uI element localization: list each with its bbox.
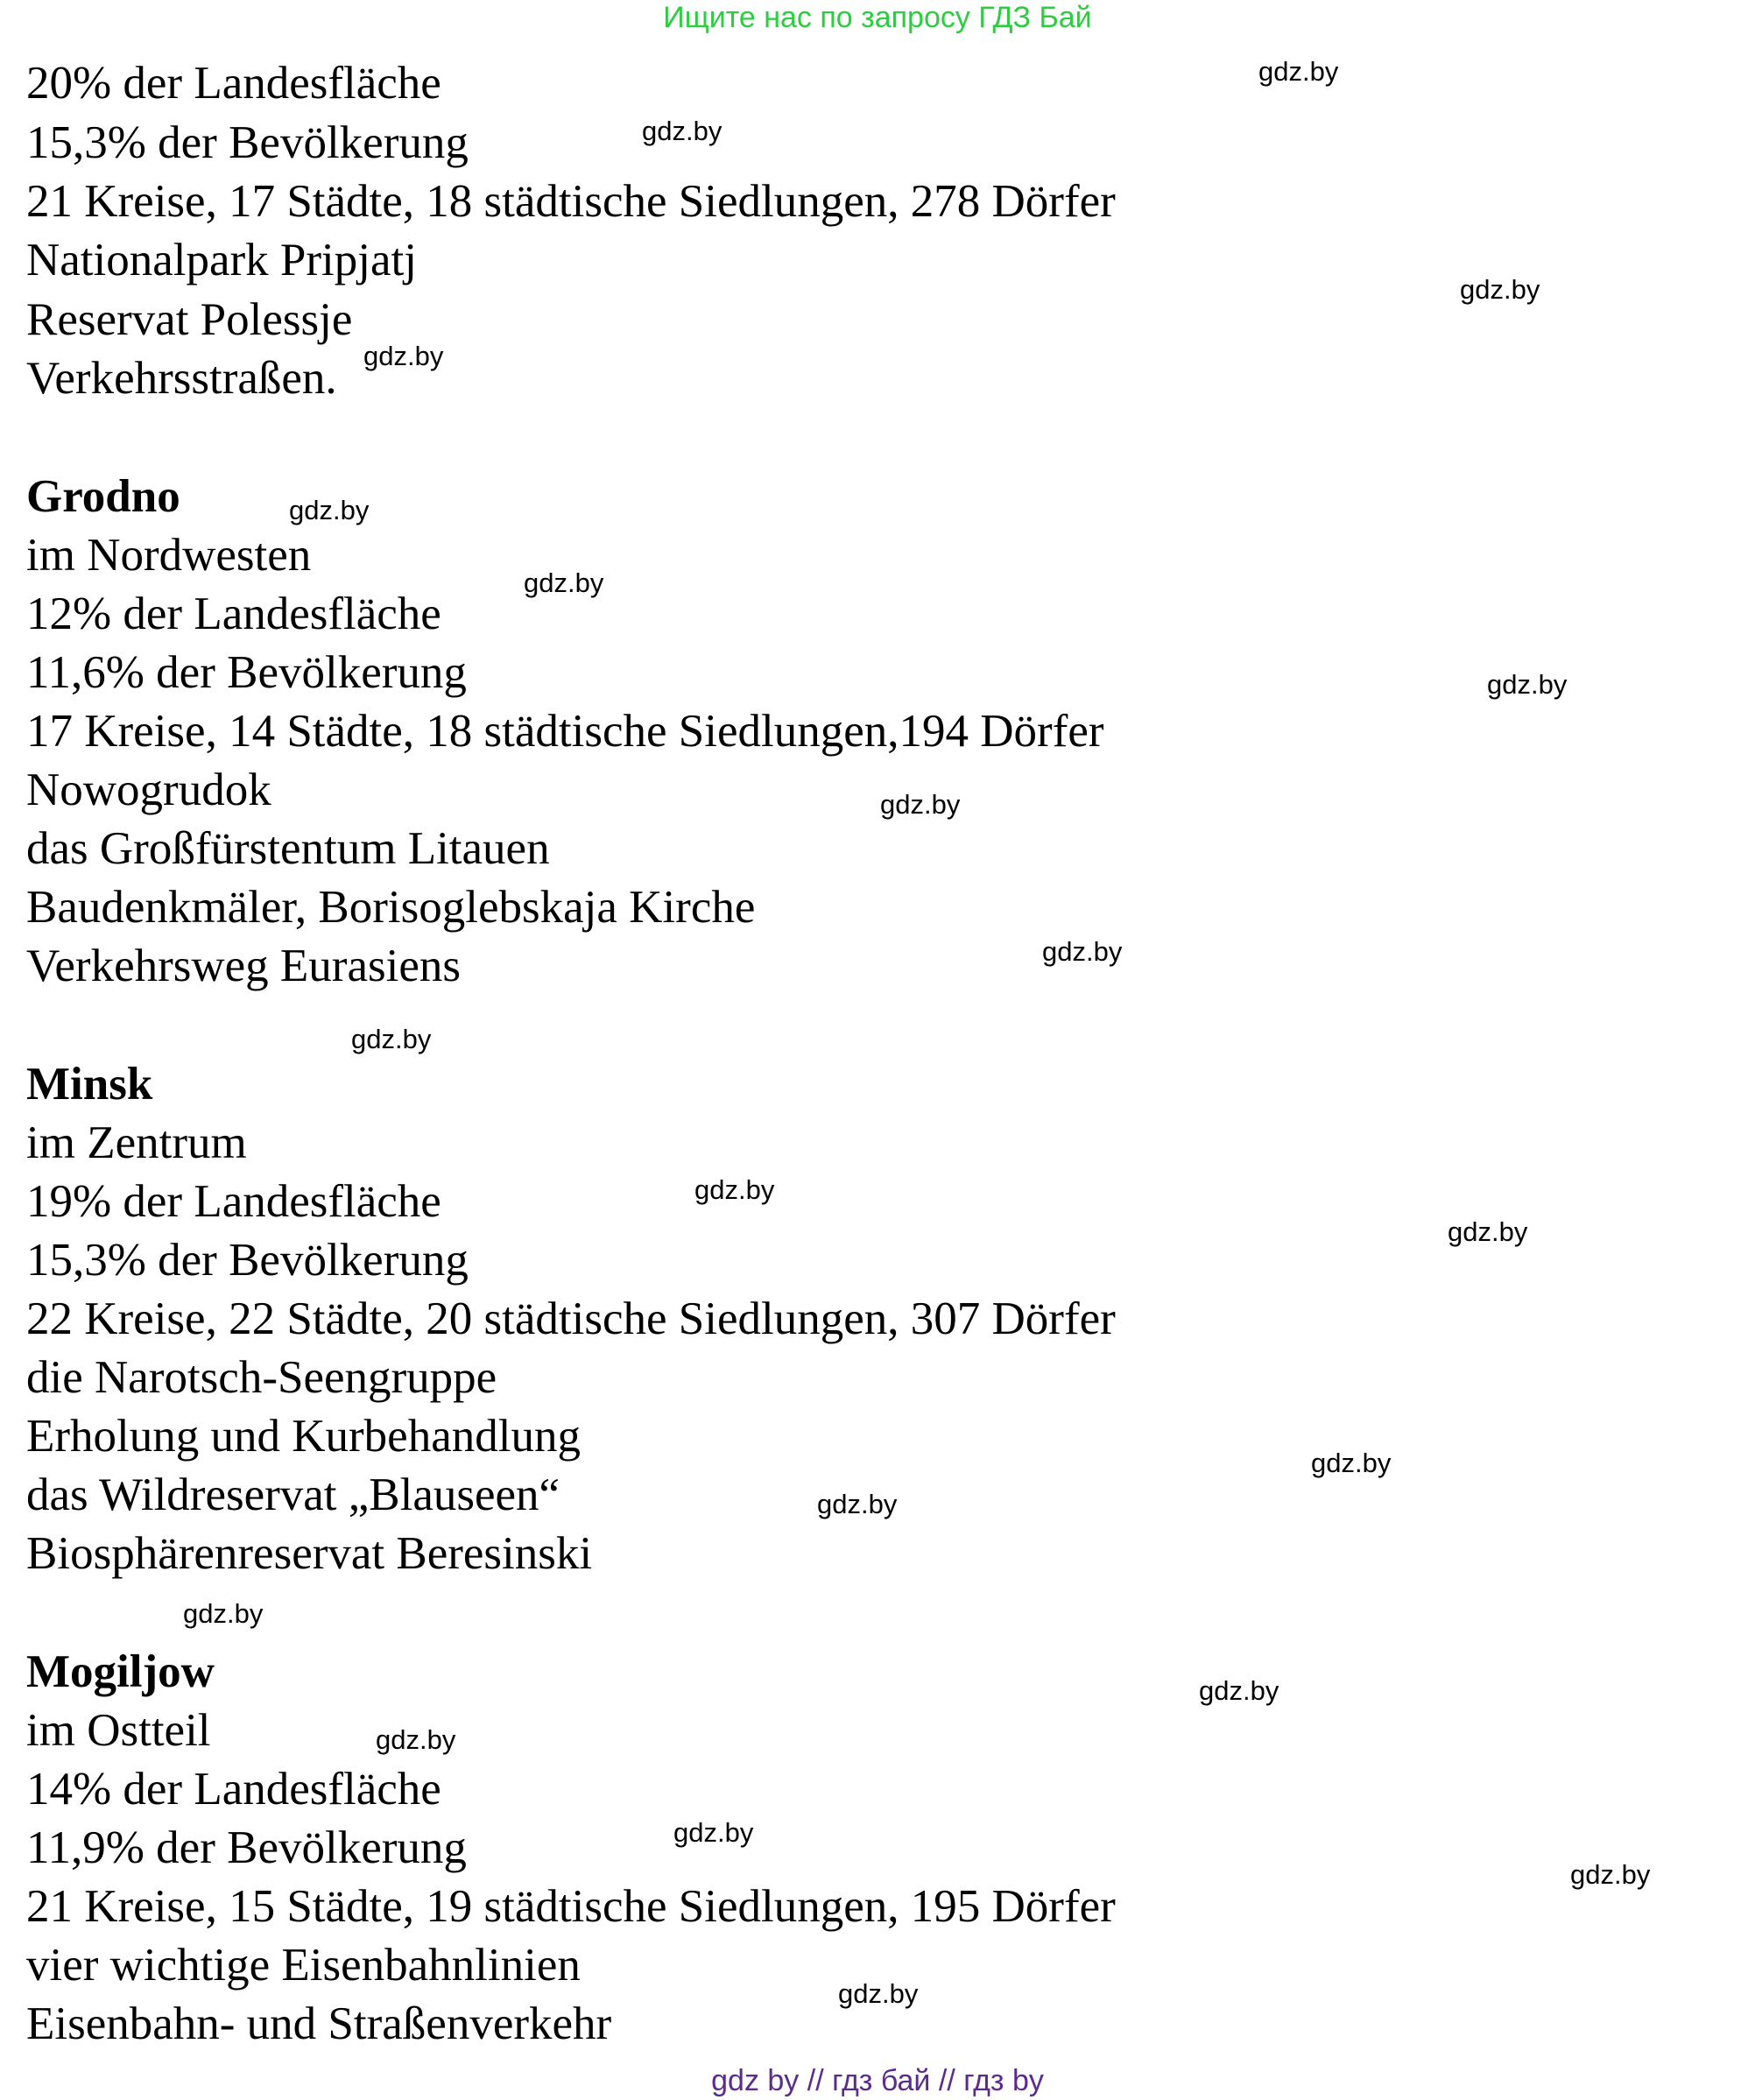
section-heading-grodno: Grodno: [26, 471, 180, 522]
grodno-line: Verkehrsweg Eurasiens: [26, 941, 461, 991]
mogiljow-line: 11,9% der Bevölkerung: [26, 1822, 467, 1873]
watermark: gdz.by: [1460, 274, 1540, 305]
watermark: gdz.by: [838, 1978, 919, 2009]
grodno-line: Nowogrudok: [26, 765, 271, 815]
minsk-line: im Zentrum: [26, 1117, 247, 1168]
intro-line-districts: 21 Kreise, 17 Städte, 18 städtische Siedlungen, 278 Dörfer: [26, 176, 1116, 227]
grodno-line: 11,6% der Bevölkerung: [26, 647, 467, 698]
mogiljow-line: 21 Kreise, 15 Städte, 19 städtische Siedlungen, 195 Dörfer: [26, 1881, 1116, 1932]
watermark: gdz.by: [524, 567, 604, 598]
intro-line-traffic: Verkehrsstraßen.: [26, 353, 337, 404]
mogiljow-line: im Ostteil: [26, 1705, 211, 1756]
grodno-line: 17 Kreise, 14 Städte, 18 städtische Siedlungen,194 Dörfer: [26, 706, 1104, 757]
mogiljow-line: vier wichtige Eisenbahnlinien: [26, 1940, 581, 1991]
watermark: gdz.by: [1042, 936, 1123, 967]
watermark: gdz.by: [1487, 669, 1568, 700]
watermark: gdz.by: [642, 116, 722, 146]
grodno-line: im Nordwesten: [26, 530, 312, 581]
section-heading-minsk: Minsk: [26, 1059, 153, 1110]
watermark: gdz.by: [880, 789, 961, 820]
minsk-line: das Wildreservat „Blauseen“: [26, 1469, 560, 1520]
minsk-line: Erholung und Kurbehandlung: [26, 1411, 581, 1462]
watermark: gdz.by: [289, 495, 370, 525]
intro-line-nationalpark: Nationalpark Pripjatj: [26, 235, 417, 285]
watermark: gdz.by: [351, 1024, 432, 1054]
watermark: gdz.by: [694, 1174, 775, 1205]
section-heading-mogiljow: Mogiljow: [26, 1646, 215, 1697]
header-banner: Ищите нас по запросу ГДЗ Бай: [663, 1, 1092, 34]
minsk-line: Biosphärenreservat Beresinski: [26, 1528, 593, 1579]
watermark: gdz.by: [183, 1598, 264, 1629]
watermark: gdz.by: [1258, 56, 1339, 87]
mogiljow-line: Eisenbahn- und Straßenverkehr: [26, 1998, 612, 2049]
grodno-line: das Großfürstentum Litauen: [26, 823, 550, 874]
watermark: gdz.by: [817, 1489, 898, 1519]
grodno-line: Baudenkmäler, Borisoglebskaja Kirche: [26, 882, 756, 933]
watermark: gdz.by: [1570, 1859, 1651, 1890]
intro-line-population: 15,3% der Bevölkerung: [26, 117, 469, 168]
intro-line-area: 20% der Landesfläche: [26, 58, 441, 109]
minsk-line: die Narotsch-Seengruppe: [26, 1352, 497, 1403]
watermark: gdz.by: [1448, 1216, 1528, 1247]
minsk-line: 15,3% der Bevölkerung: [26, 1235, 469, 1286]
watermark: gdz.by: [673, 1817, 754, 1848]
footer: gdz by // гдз бай // гдз by: [711, 2064, 1044, 2097]
intro-line-reservat: Reservat Polessje: [26, 294, 353, 345]
grodno-line: 12% der Landesfläche: [26, 588, 441, 639]
mogiljow-line: 14% der Landesfläche: [26, 1764, 441, 1815]
minsk-line: 22 Kreise, 22 Städte, 20 städtische Siedlungen, 307 Dörfer: [26, 1293, 1116, 1344]
watermark: gdz.by: [1199, 1675, 1279, 1706]
watermark: gdz.by: [363, 341, 444, 371]
watermark: gdz.by: [1311, 1448, 1392, 1478]
watermark: gdz.by: [376, 1724, 456, 1755]
minsk-line: 19% der Landesfläche: [26, 1176, 441, 1227]
